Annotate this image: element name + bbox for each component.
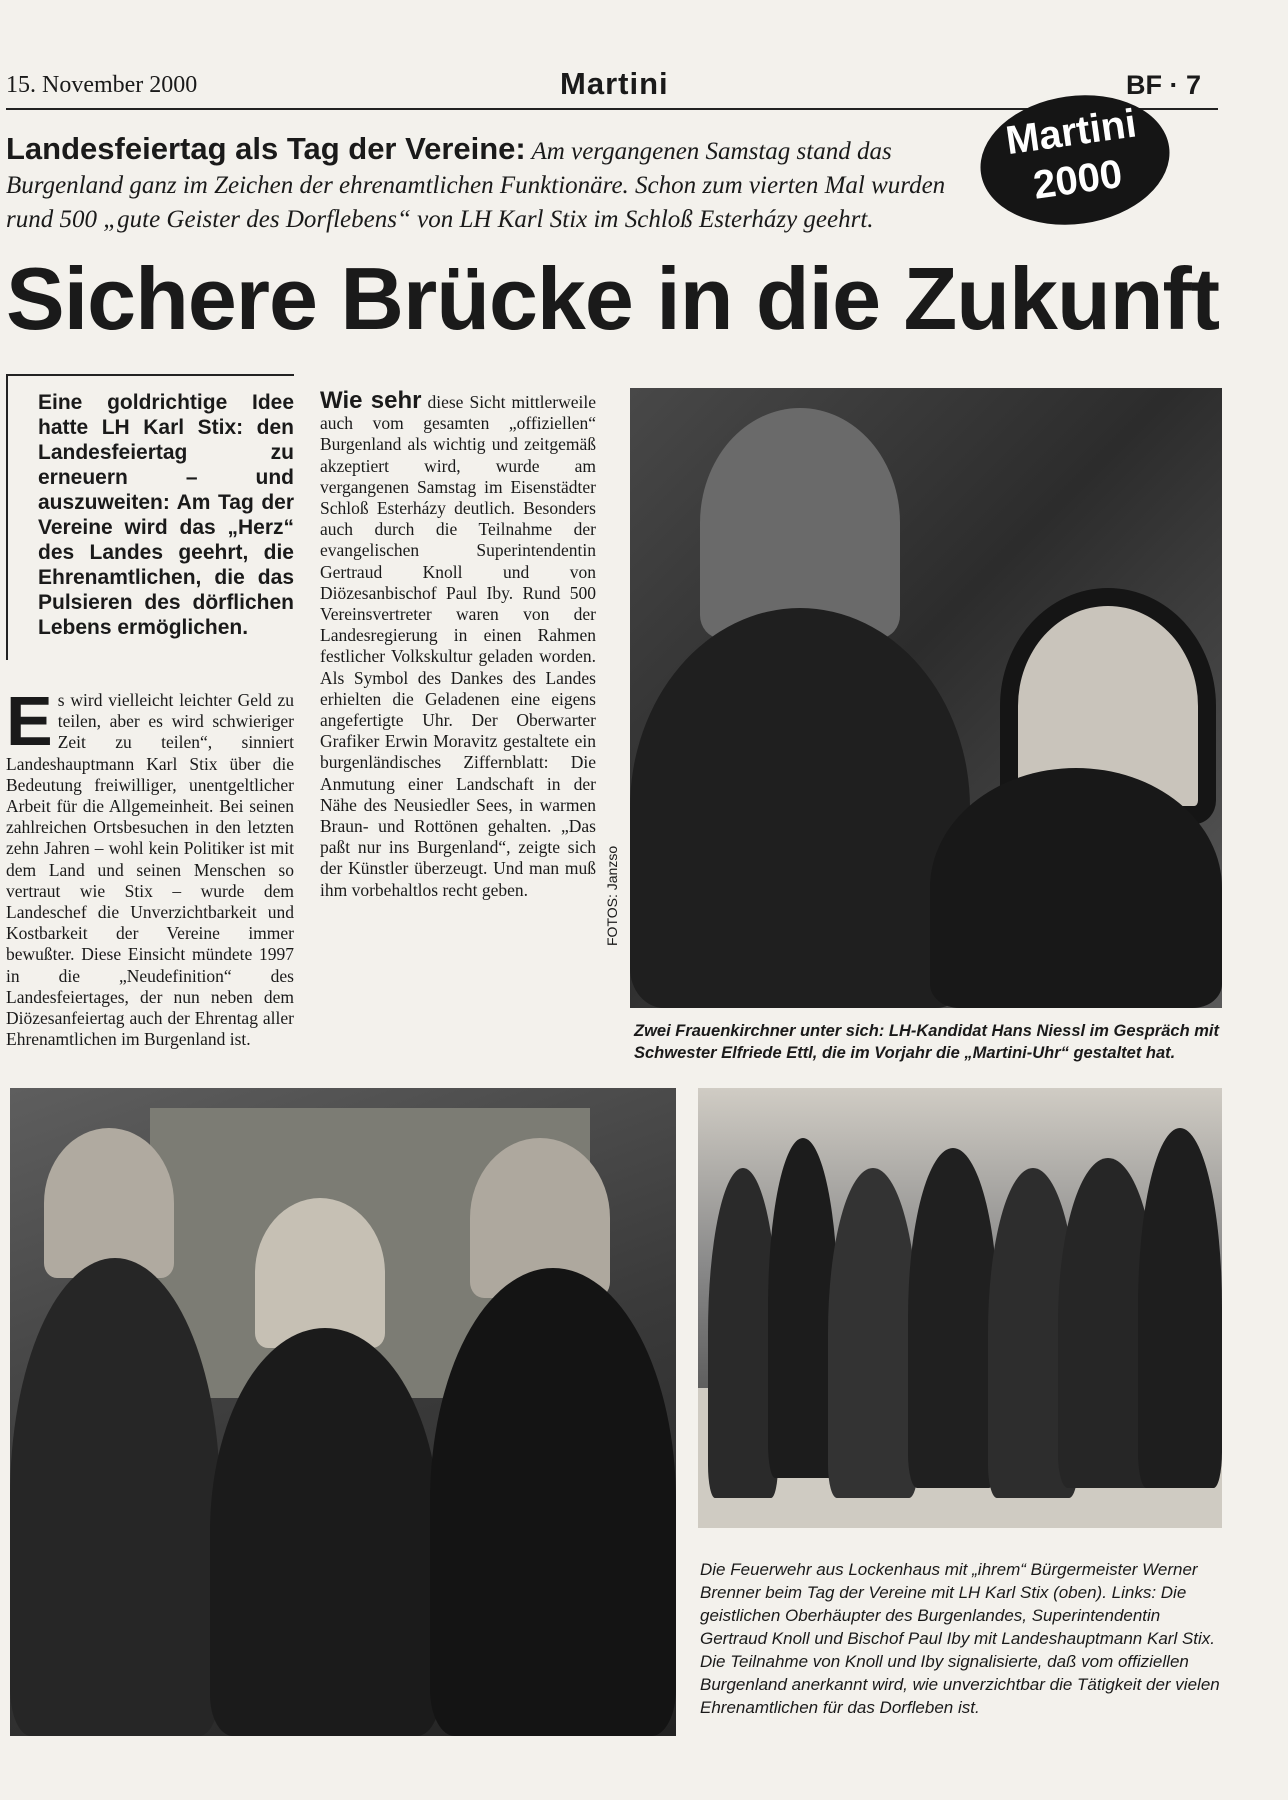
- headline: Sichere Brücke in die Zukunft: [6, 249, 1220, 348]
- badge-line-1: Martini: [1003, 101, 1140, 164]
- photo-fireman-4: [908, 1148, 998, 1488]
- photo-niessl-ettl: [630, 388, 1222, 1008]
- photo-figure-knoll: [255, 1198, 385, 1348]
- martini-2000-badge: [972, 83, 1178, 236]
- photo-figure-knoll-body: [210, 1328, 440, 1736]
- kicker: [6, 132, 966, 237]
- body-column-1: [6, 682, 294, 1050]
- body-column-2: [320, 387, 596, 901]
- issue-date: 15. November 2000: [6, 72, 198, 98]
- photo-figure-man-body: [630, 608, 970, 1008]
- lead-left-bar: [6, 374, 8, 660]
- photo-figure-nun-body: [930, 768, 1222, 1008]
- photo-figure-iby-body: [430, 1268, 676, 1736]
- run-in-heading: Wie sehr: [320, 387, 422, 414]
- lead-paragraph: Eine goldrichtige Idee hatte LH Karl Stix: den Landesfeiertag zu erneuern – und auszuweiten: Am Tag der Vereine wird das „Herz“ des Landes geehrt, die Ehrenamtlichen, die das Pulsieren des dörflichen Lebens ermöglichen.: [38, 391, 294, 639]
- photo-fireman-7: [1138, 1128, 1222, 1488]
- page-number: BF · 7: [1126, 70, 1202, 100]
- kicker-text: Am vergangenen Samstag stand das Burgenland ganz im Zeichen der ehrenamtlichen Funktionäre. Schon zum vierten Mal wurden rund 500 „gute Geister des Dorflebens“ von LH Karl Stix im Schloß Esterházy geehrt.: [6, 138, 946, 233]
- caption-main-photo: Zwei Frauenkirchner unter sich: LH-Kandidat Hans Niessl im Gespräch mit Schwester Elfriede Ettl, die im Vorjahr die „Martini-Uhr“ gestaltet hat.: [634, 1022, 1219, 1062]
- photo-figure-man: [700, 408, 900, 638]
- photo-figure-stix-body: [10, 1258, 220, 1736]
- kicker-bold: Landesfeiertag als Tag der Vereine:: [6, 131, 526, 166]
- badge-line-2: 2000: [1030, 151, 1125, 208]
- lead-top-rule: [6, 374, 294, 376]
- photo-figure-stix: [44, 1128, 174, 1278]
- caption-bottom-photos: Die Feuerwehr aus Lockenhaus mit „ihrem“ Bürgermeister Werner Brenner beim Tag der Vereine mit LH Karl Stix (oben). Links: Die geistlichen Oberhäupter des Burgenlandes, Superintendentin Gertraud Knoll und Bischof Paul Iby mit Landeshauptmann Karl Stix. Die Teilnahme von Knoll und Iby signalisierte, daß vom offiziellen Burgenland anerkannt wird, wie unverzichtbar die Tätigkeit der vielen Ehrenamtlichen für das Dorfleben ist.: [700, 1560, 1220, 1717]
- drop-cap: E: [6, 682, 53, 760]
- photo-knoll-iby-stix: [10, 1088, 676, 1736]
- photo-credit: FOTOS: Janzso: [604, 845, 620, 946]
- photo-feuerwehr-lockenhaus: [698, 1088, 1222, 1528]
- body-column-1-text: s wird vielleicht leichter Geld zu teilen, aber es wird schwieriger Zeit zu teilen“, sinniert Landeshauptmann Karl Stix über die Bedeutung freiwilliger, unentgeltlicher Arbeit für die Allgemeinheit. Bei seinen zahlreichen Ortsbesuchen in den letzten zehn Jahren – wohl kein Politiker ist mit dem Land und seinen Menschen so vertraut wie Stix – wurde dem Landeschef die Unverzichtbarkeit und Kostbarkeit der Vereine immer bewußter. Diese Einsicht mündete 1997 in die „Neudefinition“ des Landesfeiertages, der nun neben dem Diözesanfeiertag auch der Ehrentag aller Ehrenamtlichen im Burgenland ist.: [6, 690, 294, 1050]
- body-column-2-text: diese Sicht mittlerweile auch vom gesamten „offiziellen“ Burgenland als wichtig und zeitgemäß akzeptiert wird, wurde am vergangenen Samstag im Eisenstädter Schloß Esterházy deutlich. Besonders auch durch die Teilnahme der evangelischen Superintendentin Gertraud Knoll und von Diözesanbischof Paul Iby. Rund 500 Vereinsvertreter waren von der Landesregierung in einen Rahmen festlicher Volkskultur geladen worden. Als Symbol des Dankes des Landes erhielten die Geladenen eine eigens angefertigte Uhr. Der Oberwarter Grafiker Erwin Moravitz gestaltete ein burgenländisches Ziffernblatt: Die Anmutung einer Landschaft in der Nähe des Neusiedler Sees, in warmen Braun- und Rottönen gehalten. „Das paßt nur ins Burgenland“, zeigte sich der Künstler überzeugt. Und man muß ihm vorbehaltlos recht geben.: [320, 392, 596, 900]
- photo-fireman-3: [828, 1168, 918, 1498]
- section-name: Martini: [560, 66, 669, 101]
